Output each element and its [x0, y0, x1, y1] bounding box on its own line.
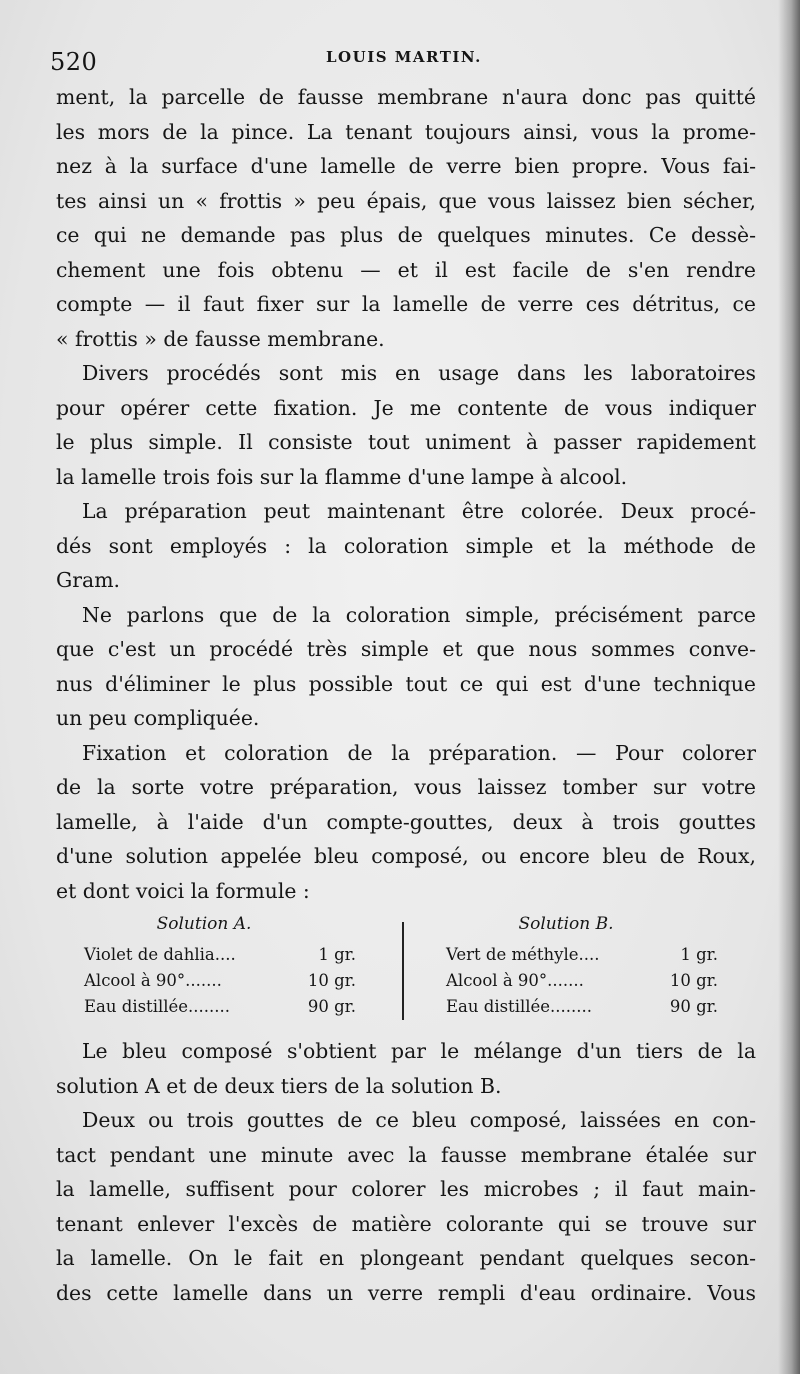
ingredient-quantity: 10 gr.	[669, 971, 718, 990]
text-line: un peu compliquée.	[56, 706, 260, 730]
text-line: Divers procédés sont mis en usage dans les laboratoires	[82, 361, 756, 385]
ingredient-quantity: 1 gr.	[680, 945, 718, 964]
text-line: Deux ou trois gouttes de ce bleu composé, laissées en con-	[82, 1108, 756, 1132]
text-line: solution A et de deux tiers de la solution B.	[56, 1073, 502, 1098]
ingredient-quantity: 90 gr.	[307, 997, 356, 1016]
formula-row	[84, 994, 356, 1020]
text-line: nez à la surface d'une lamelle de verre bien propre. Vous fai-	[56, 154, 756, 178]
ingredient-name: Alcool à 90°.......	[84, 971, 222, 990]
ingredient-quantity: 90 gr.	[669, 997, 718, 1016]
column-divider	[402, 922, 404, 1020]
paragraph-3	[56, 494, 756, 598]
paragraph-1	[56, 80, 756, 356]
text-line: que c'est un procédé très simple et que nous sommes conve-	[56, 637, 756, 661]
text-line: Le bleu composé s'obtient par le mélange d'un tiers de la	[82, 1039, 756, 1063]
paragraph-6	[56, 1034, 756, 1103]
text-line: « frottis » de fausse membrane.	[56, 326, 385, 351]
text-line: tact pendant une minute avec la fausse membrane étalée sur	[56, 1142, 756, 1167]
text-line: chement une fois obtenu — et il est facile de s'en rendre	[56, 257, 756, 282]
text-line: lamelle, à l'aide d'un compte-gouttes, deux à trois gouttes	[56, 809, 756, 834]
formula-row	[84, 968, 356, 994]
ingredient-name: Eau distillée........	[84, 997, 231, 1016]
ingredient-name: Alcool à 90°.......	[446, 971, 584, 990]
text-line: compte — il faut fixer sur la lamelle de verre ces détritus, ce	[56, 292, 756, 316]
running-head-title: LOUIS MARTIN.	[326, 48, 482, 66]
solution-a-title: Solution A.	[156, 914, 252, 934]
text-line: ce qui ne demande pas plus de quelques minutes. Ce dessè-	[56, 223, 756, 247]
solution-b-title: Solution B.	[518, 914, 614, 934]
text-line: la lamelle, suffisent pour colorer les microbes ; il faut main-	[56, 1177, 756, 1201]
paragraph-7	[56, 1103, 756, 1310]
text-line: la lamelle trois fois sur la flamme d'une lampe à alcool.	[56, 464, 628, 489]
text-line: de la sorte votre préparation, vous laissez tomber sur votre	[56, 775, 756, 799]
formula-row	[446, 942, 718, 968]
ingredient-quantity: 1 gr.	[318, 945, 356, 964]
text-line: tenant enlever l'excès de matière colorante qui se trouve sur	[56, 1211, 756, 1236]
ingredient-name: Vert de méthyle....	[446, 945, 600, 964]
ingredient-quantity: 10 gr.	[307, 971, 356, 990]
text-line: la lamelle. On le fait en plongeant pendant quelques secon-	[56, 1246, 756, 1270]
text-line: La préparation peut maintenant être colorée. Deux procé-	[82, 499, 756, 523]
text-line: tes ainsi un « frottis » peu épais, que vous laissez bien sécher,	[56, 188, 756, 213]
page-gutter-shadow	[778, 0, 800, 1374]
solution-a-column	[84, 912, 384, 1020]
formula-row	[446, 968, 718, 994]
text-line: des cette lamelle dans un verre rempli d'eau ordinaire. Vous	[56, 1280, 756, 1305]
solution-b-column	[446, 912, 746, 1020]
text-line: dés sont employés : la coloration simple et la méthode de	[56, 533, 756, 558]
text-line: Gram.	[56, 568, 121, 592]
text-line: nus d'éliminer le plus possible tout ce qui est d'une technique	[56, 671, 756, 696]
text-line: ment, la parcelle de fausse membrane n'aura donc pas quitté	[56, 85, 756, 109]
text-line: Fixation et coloration de la préparation. — Pour colorer	[82, 740, 756, 765]
text-line: et dont voici la formule :	[56, 878, 310, 903]
ingredient-name: Violet de dahlia....	[84, 945, 236, 964]
formula-row	[446, 994, 718, 1020]
text-line: Ne parlons que de la coloration simple, précisément parce	[82, 602, 756, 627]
page-text	[50, 40, 756, 1310]
text-line: les mors de la pince. La tenant toujours ainsi, vous la prome-	[56, 119, 756, 144]
ingredient-name: Eau distillée........	[446, 997, 593, 1016]
running-head	[50, 40, 756, 80]
paragraph-4	[56, 598, 756, 736]
text-line: d'une solution appelée bleu composé, ou encore bleu de Roux,	[56, 844, 756, 868]
paragraph-5	[56, 736, 756, 909]
text-line: pour opérer cette fixation. Je me contente de vous indiquer	[56, 395, 756, 420]
paragraph-2	[56, 356, 756, 494]
formula-table	[56, 912, 756, 1034]
text-line: le plus simple. Il consiste tout uniment à passer rapidement	[56, 430, 756, 454]
page-number: 520	[50, 48, 98, 76]
formula-row	[84, 942, 356, 968]
